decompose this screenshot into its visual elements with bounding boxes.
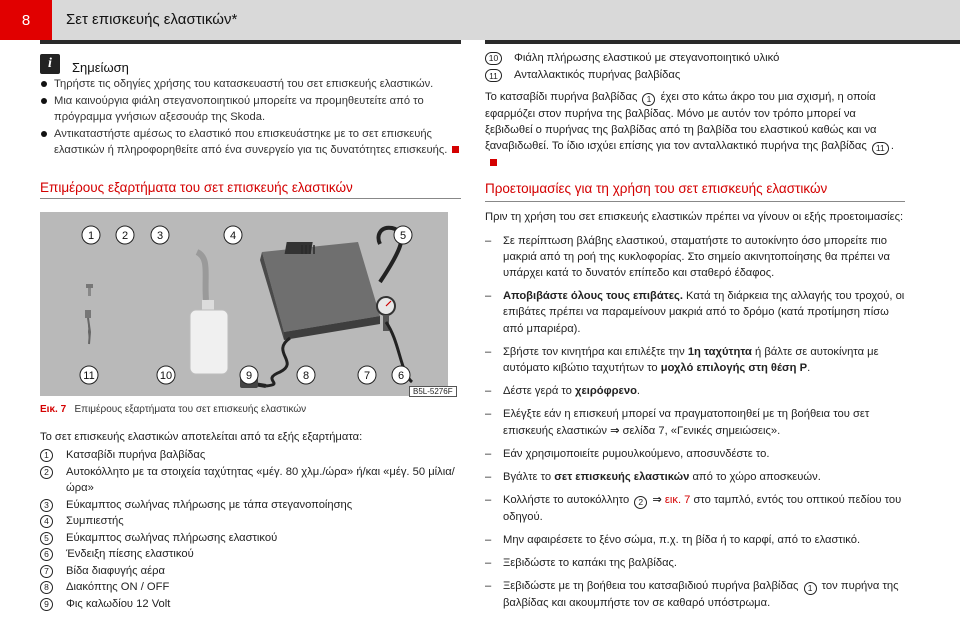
- part-item: [40, 579, 460, 596]
- part-text: Εύκαμπτος σωλήνας πλήρωσης με τάπα στεγανοποίησης: [66, 498, 353, 511]
- prep-step: – Μην αφαιρέσετε το ξένο σώμα, π.χ. τη βίδα ή το καρφί, από το ελαστικό.: [485, 532, 905, 548]
- part-item: [40, 596, 460, 613]
- figure-label: Εικ. 7: [40, 404, 67, 415]
- parts-intro: Το σετ επισκευής ελαστικών αποτελείται από τα εξής εξαρτήματα:: [40, 431, 363, 443]
- prep-step: – Ελέγξτε εάν η επισκευή μπορεί να πραγματοποιηθεί με τη βοήθεια του σετ επισκευής ελαστικών ⇒ σελίδα 7, «Γενικές σημειώσεις».: [485, 406, 905, 438]
- part-number: 6: [40, 548, 53, 561]
- svg-text:7: 7: [363, 370, 371, 382]
- prep-step: – Ξεβιδώστε με τη βοήθεια του κατσαβιδιού πυρήνα βαλβίδας 1 τον πυρήνα της βαλβίδας και ακουμπήστε τον σε καθαρό υπόστρωμα.: [485, 578, 905, 611]
- part-text: Βίδα διαφυγής αέρα: [66, 564, 165, 577]
- svg-text:3: 3: [156, 230, 164, 242]
- arrow-right-icon: ⇒: [652, 494, 662, 507]
- page-header: [0, 0, 960, 40]
- callout-3: [151, 226, 169, 244]
- parts-list: [40, 447, 460, 612]
- callout-2: [116, 226, 134, 244]
- part-item: [40, 497, 460, 514]
- repair-kit-figure: [40, 212, 448, 396]
- note-item-text: Αντικαταστήστε αμέσως το ελαστικό που επισκευάστηκε με το σετ επισκευής ελαστικών ή πληροφορηθείτε από ένα συνεργείο για τις δυνατότητες επισκευής.: [54, 128, 448, 156]
- part-number: 4: [40, 515, 53, 528]
- part-text: Κατσαβίδι πυρήνα βαλβίδας: [66, 449, 206, 461]
- callout-4: [224, 226, 242, 244]
- prep-intro: Πριν τη χρήση του σετ επισκευής ελαστικών πρέπει να γίνουν οι εξής προετοιμασίες:: [485, 211, 904, 224]
- note-item-text: Τηρήστε τις οδηγίες χρήσης του κατασκευαστή του σετ επισκευής ελαστικών.: [54, 78, 434, 90]
- section-title-components: Επιμέρους εξαρτήματα του σετ επισκευής ελαστικών: [40, 180, 353, 195]
- part-item: [485, 50, 905, 66]
- figure-caption-text: Επιμέρους εξαρτήματα του σετ επισκευής ελαστικών: [74, 404, 307, 415]
- part-item: [40, 530, 460, 547]
- part-text: Φις καλωδίου 12 Volt: [66, 597, 171, 610]
- svg-text:6: 6: [397, 370, 405, 382]
- part-item: [40, 546, 460, 563]
- page-title: Σετ επισκευής ελαστικών*: [66, 11, 238, 28]
- section-title-preparations: Προετοιμασίες για τη χρήση του σετ επισκευής ελαστικών: [485, 181, 828, 197]
- header-rule-left: [40, 40, 461, 44]
- part-text: Διακόπτης ON / OFF: [66, 581, 170, 593]
- callout-11: [80, 366, 98, 384]
- part-item: [40, 447, 460, 464]
- svg-text:11: 11: [83, 370, 95, 382]
- part-ref: 11: [872, 142, 889, 155]
- part-text: Αυτοκόλλητο με τα στοιχεία ταχύτητας «μέγ. 80 χλμ./ώρα» ή/και «μέγ. 50 μίλια/ώρα»: [66, 465, 455, 494]
- callout-5: [394, 226, 412, 244]
- part-text: Ανταλλακτικός πυρήνας βαλβίδας: [514, 69, 681, 82]
- part-number: 2: [40, 466, 53, 479]
- svg-text:8: 8: [302, 370, 310, 382]
- section-end-mark-icon: [452, 146, 459, 153]
- part-item: [40, 513, 460, 530]
- part-ref: 1: [642, 93, 655, 106]
- callout-8: [297, 366, 315, 384]
- callout-7: [358, 366, 376, 384]
- prep-step: – Αποβιβάστε όλους τους επιβάτες. Κατά τη διάρκεια της αλλαγής του τροχού, οι επιβάτες πρέπει να παραμείνουν μακριά από το δρόμο (κατά προτίμηση πίσω από μπαριέρα).: [485, 288, 905, 337]
- prep-step: – Ξεβιδώστε το καπάκι της βαλβίδας.: [485, 555, 905, 571]
- part-number: 11: [485, 69, 502, 82]
- right-column: [485, 50, 905, 611]
- callout-1: [82, 226, 100, 244]
- part-number: 10: [485, 52, 502, 65]
- part-number: 5: [40, 532, 53, 545]
- part-number: 8: [40, 581, 53, 594]
- note-item: [40, 93, 460, 125]
- part-text: Εύκαμπτος σωλήνας πλήρωσης ελαστικού: [66, 531, 278, 544]
- note-item: [40, 76, 460, 92]
- part-text: Ένδειξη πίεσης ελαστικού: [66, 548, 194, 560]
- prep-step: – Δέστε γερά το χειρόφρενο.: [485, 383, 905, 399]
- section-end-mark-icon: [490, 159, 497, 166]
- figure-code: B5L-5276F: [409, 386, 457, 397]
- part-text: Συμπιεστής: [66, 515, 124, 527]
- prep-step: – Κολλήστε το αυτοκόλλητο 2 ⇒ εικ. 7 στο ταμπλό, εντός του οπτικού πεδίου του οδηγού.: [485, 492, 905, 525]
- section-rule: [485, 201, 905, 202]
- note-item-text: Μια καινούργια φιάλη στεγανοποιητικού μπορείτε να προμηθευτείτε από το πρόγραμμα γνήσιων αξεσουάρ της Skoda.: [54, 95, 424, 123]
- part-number: 3: [40, 499, 53, 512]
- svg-text:2: 2: [121, 230, 129, 242]
- svg-text:4: 4: [229, 230, 237, 242]
- valve-paragraph: Το κατσαβίδι πυρήνα βαλβίδας 1 έχει στο κάτω άκρο του μια σχισμή, η οποία εφαρμόζει στον πυρήνα της βαλβίδας. Μόνο με αυτόν τον τρόπο μπορεί να ξεβιδωθεί ο πυρήνας της βαλβίδας από τη βαλβίδα του ελαστικού καθώς και να ξαναβιδωθεί. Το ίδιο ισχύει επίσης για τον ανταλλακτικό πυρήνα της βαλβίδας 11 .: [485, 89, 905, 171]
- page-reference-link[interactable]: σελίδα 7, «Γενικές σημειώσεις».: [622, 424, 781, 437]
- callout-9: [240, 366, 258, 384]
- callout-6: [392, 366, 410, 384]
- part-number: 7: [40, 565, 53, 578]
- arrow-right-icon: ⇒: [610, 424, 620, 437]
- prep-step: – Σε περίπτωση βλάβης ελαστικού, σταματήστε το αυτοκίνητο όσο μπορείτε πιο μακριά από τη ροή της κυκλοφορίας. Στο σημείο ακινητοποίησης θα πρέπει να υπάρχει κατά το δυνατόν επίπεδο και σταθερό έδαφος.: [485, 233, 905, 282]
- figure-caption: [40, 404, 306, 415]
- callout-10: [157, 366, 175, 384]
- part-number: 9: [40, 598, 53, 611]
- part-item: [40, 464, 460, 497]
- svg-text:9: 9: [245, 370, 253, 382]
- part-item: [485, 67, 905, 83]
- header-rule-right: [485, 40, 960, 44]
- section-rule: [40, 198, 461, 199]
- part-ref: 2: [634, 496, 647, 509]
- part-number: 1: [40, 449, 53, 462]
- note-item: [40, 126, 460, 158]
- svg-text:1: 1: [87, 230, 95, 242]
- svg-text:10: 10: [159, 370, 173, 382]
- part-ref: 1: [804, 582, 817, 595]
- svg-text:5: 5: [399, 230, 407, 242]
- note-title: Σημείωση: [72, 60, 129, 75]
- figure-reference-link[interactable]: εικ. 7: [664, 494, 691, 507]
- page-number: 8: [0, 0, 52, 40]
- part-text: Φιάλη πλήρωσης ελαστικού με στεγανοποιητικό υλικό: [514, 52, 780, 64]
- prep-step: – Εάν χρησιμοποιείτε ρυμουλκούμενο, αποσυνδέστε το.: [485, 446, 905, 462]
- note-info-icon: i: [40, 54, 60, 74]
- note-list: [40, 76, 460, 159]
- prep-step: – Σβήστε τον κινητήρα και επιλέξτε την 1η ταχύτητα ή βάλτε σε αυτοκίνητα με αυτόματο κιβώτιο ταχυτήτων το μοχλό επιλογής στη θέση P.: [485, 344, 905, 376]
- prep-step: – Βγάλτε το σετ επισκευής ελαστικών από το χώρο αποσκευών.: [485, 469, 905, 485]
- part-item: [40, 563, 460, 580]
